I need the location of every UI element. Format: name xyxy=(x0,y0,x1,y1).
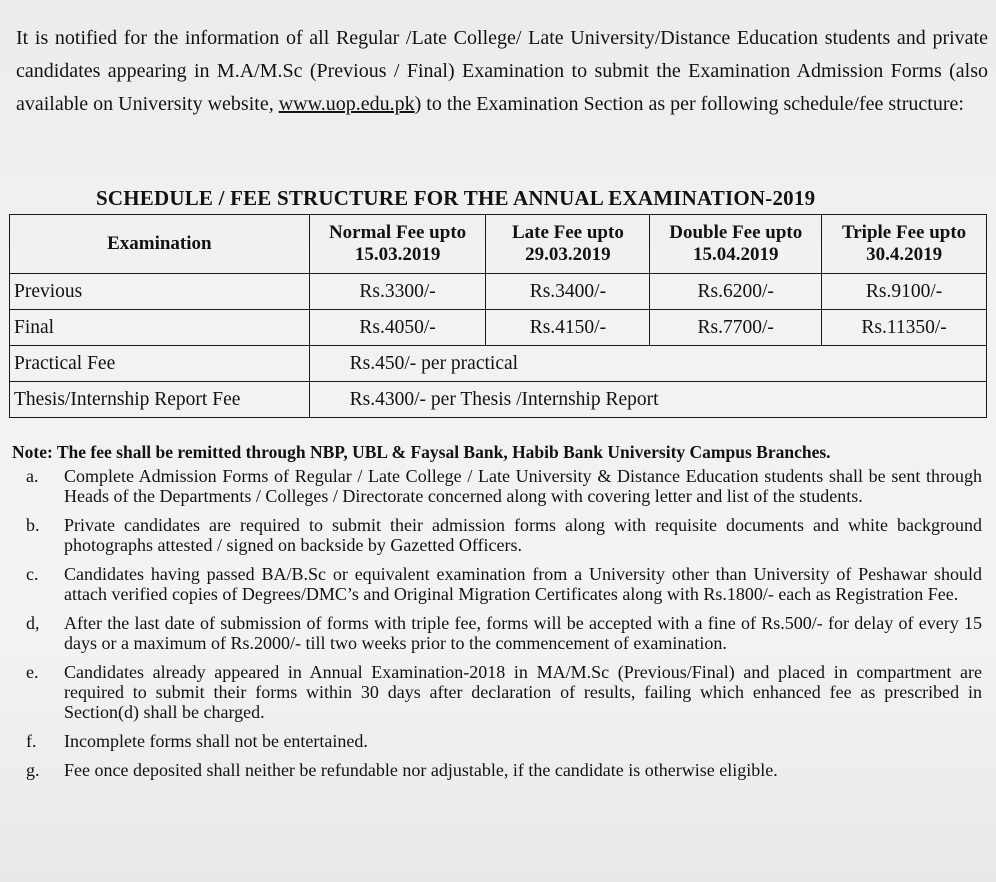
cell-value: Rs.6200/- xyxy=(650,274,822,310)
header-normal-fee: Normal Fee upto 15.03.2019 xyxy=(309,215,486,274)
cell-value-thesis-fee: Rs.4300/- per Thesis /Internship Report xyxy=(309,382,986,418)
schedule-title: SCHEDULE / FEE STRUCTURE FOR THE ANNUAL EXAMINATION-2019 xyxy=(96,186,816,210)
cell-value: Rs.3400/- xyxy=(486,274,650,310)
table-row xyxy=(10,310,987,346)
header-triple-fee: Triple Fee upto 30.4.2019 xyxy=(822,215,987,274)
cell-value: Rs.9100/- xyxy=(822,274,987,310)
item-text: Fee once deposited shall neither be refundable nor adjustable, if the candidate is otherwise eligible. xyxy=(64,760,778,780)
row-label-previous: Previous xyxy=(10,274,310,310)
fee-remittance-note: Note: The fee shall be remitted through NBP, UBL & Faysal Bank, Habib Bank University Campus Branches. xyxy=(12,442,831,462)
list-item xyxy=(26,731,982,751)
intro-text-after-link: ) to the Examination Section as per following schedule/fee structure: xyxy=(414,93,964,115)
intro-text-before-link: It is notified for the information of all Regular /Late College/ Late University/Distance Education students and private candidates appearing in M.A/M.Sc (Previous / Final) Examination to submit the Examination Admission Forms (also available on University website, xyxy=(16,27,988,115)
cell-value: Rs.7700/- xyxy=(650,310,822,346)
item-text: Candidates having passed BA/B.Sc or equivalent examination from a University other than University of Peshawar should attach verified copies of Degrees/DMC’s and Original Migration Certificates along with Rs.1800/- each as Registration Fee. xyxy=(64,564,982,604)
list-item xyxy=(26,613,982,653)
item-text: After the last date of submission of forms with triple fee, forms will be accepted with a fine of Rs.500/- for delay of every 15 days or a maximum of Rs.2000/- till two weeks prior to the commencement of examination. xyxy=(64,613,982,653)
cell-value: Rs.11350/- xyxy=(822,310,987,346)
cell-value-practical-fee: Rs.450/- per practical xyxy=(309,346,986,382)
table-row xyxy=(10,346,987,382)
item-letter: e. xyxy=(26,662,39,682)
header-double-fee: Double Fee upto 15.04.2019 xyxy=(650,215,822,274)
list-item xyxy=(26,466,982,506)
intro-paragraph xyxy=(16,22,988,121)
table-header-row xyxy=(10,215,987,274)
cell-value: Rs.4050/- xyxy=(309,310,486,346)
list-item xyxy=(26,515,982,555)
item-text: Candidates already appeared in Annual Examination-2018 in MA/M.Sc (Previous/Final) and placed in compartment are required to submit their forms within 30 days after declaration of results, failing which enhanced fee as prescribed in Section(d) shall be charged. xyxy=(64,662,982,722)
item-letter: d, xyxy=(26,613,40,633)
row-label-practical-fee: Practical Fee xyxy=(10,346,310,382)
header-late-fee: Late Fee upto 29.03.2019 xyxy=(486,215,650,274)
list-item xyxy=(26,760,982,780)
item-letter: a. xyxy=(26,466,39,486)
cell-value: Rs.4150/- xyxy=(486,310,650,346)
item-text: Complete Admission Forms of Regular / Late College / Late University & Distance Education students shall be sent through Heads of the Departments / Colleges / Directorate concerned along with covering letter and list of the students. xyxy=(64,466,982,506)
item-letter: c. xyxy=(26,564,39,584)
row-label-final: Final xyxy=(10,310,310,346)
item-letter: g. xyxy=(26,760,40,780)
item-letter: b. xyxy=(26,515,40,535)
item-text: Incomplete forms shall not be entertained. xyxy=(64,731,368,751)
row-label-thesis-fee: Thesis/Internship Report Fee xyxy=(10,382,310,418)
instructions-list xyxy=(26,466,982,789)
item-letter: f. xyxy=(26,731,37,751)
cell-value: Rs.3300/- xyxy=(309,274,486,310)
table-row xyxy=(10,274,987,310)
fee-structure-table xyxy=(9,214,987,418)
list-item xyxy=(26,662,982,722)
item-text: Private candidates are required to submit their admission forms along with requisite documents and white background photographs attested / signed on backside by Gazetted Officers. xyxy=(64,515,982,555)
list-item xyxy=(26,564,982,604)
header-examination: Examination xyxy=(10,215,310,274)
table-row xyxy=(10,382,987,418)
university-website-link[interactable]: www.uop.edu.pk xyxy=(278,93,415,115)
